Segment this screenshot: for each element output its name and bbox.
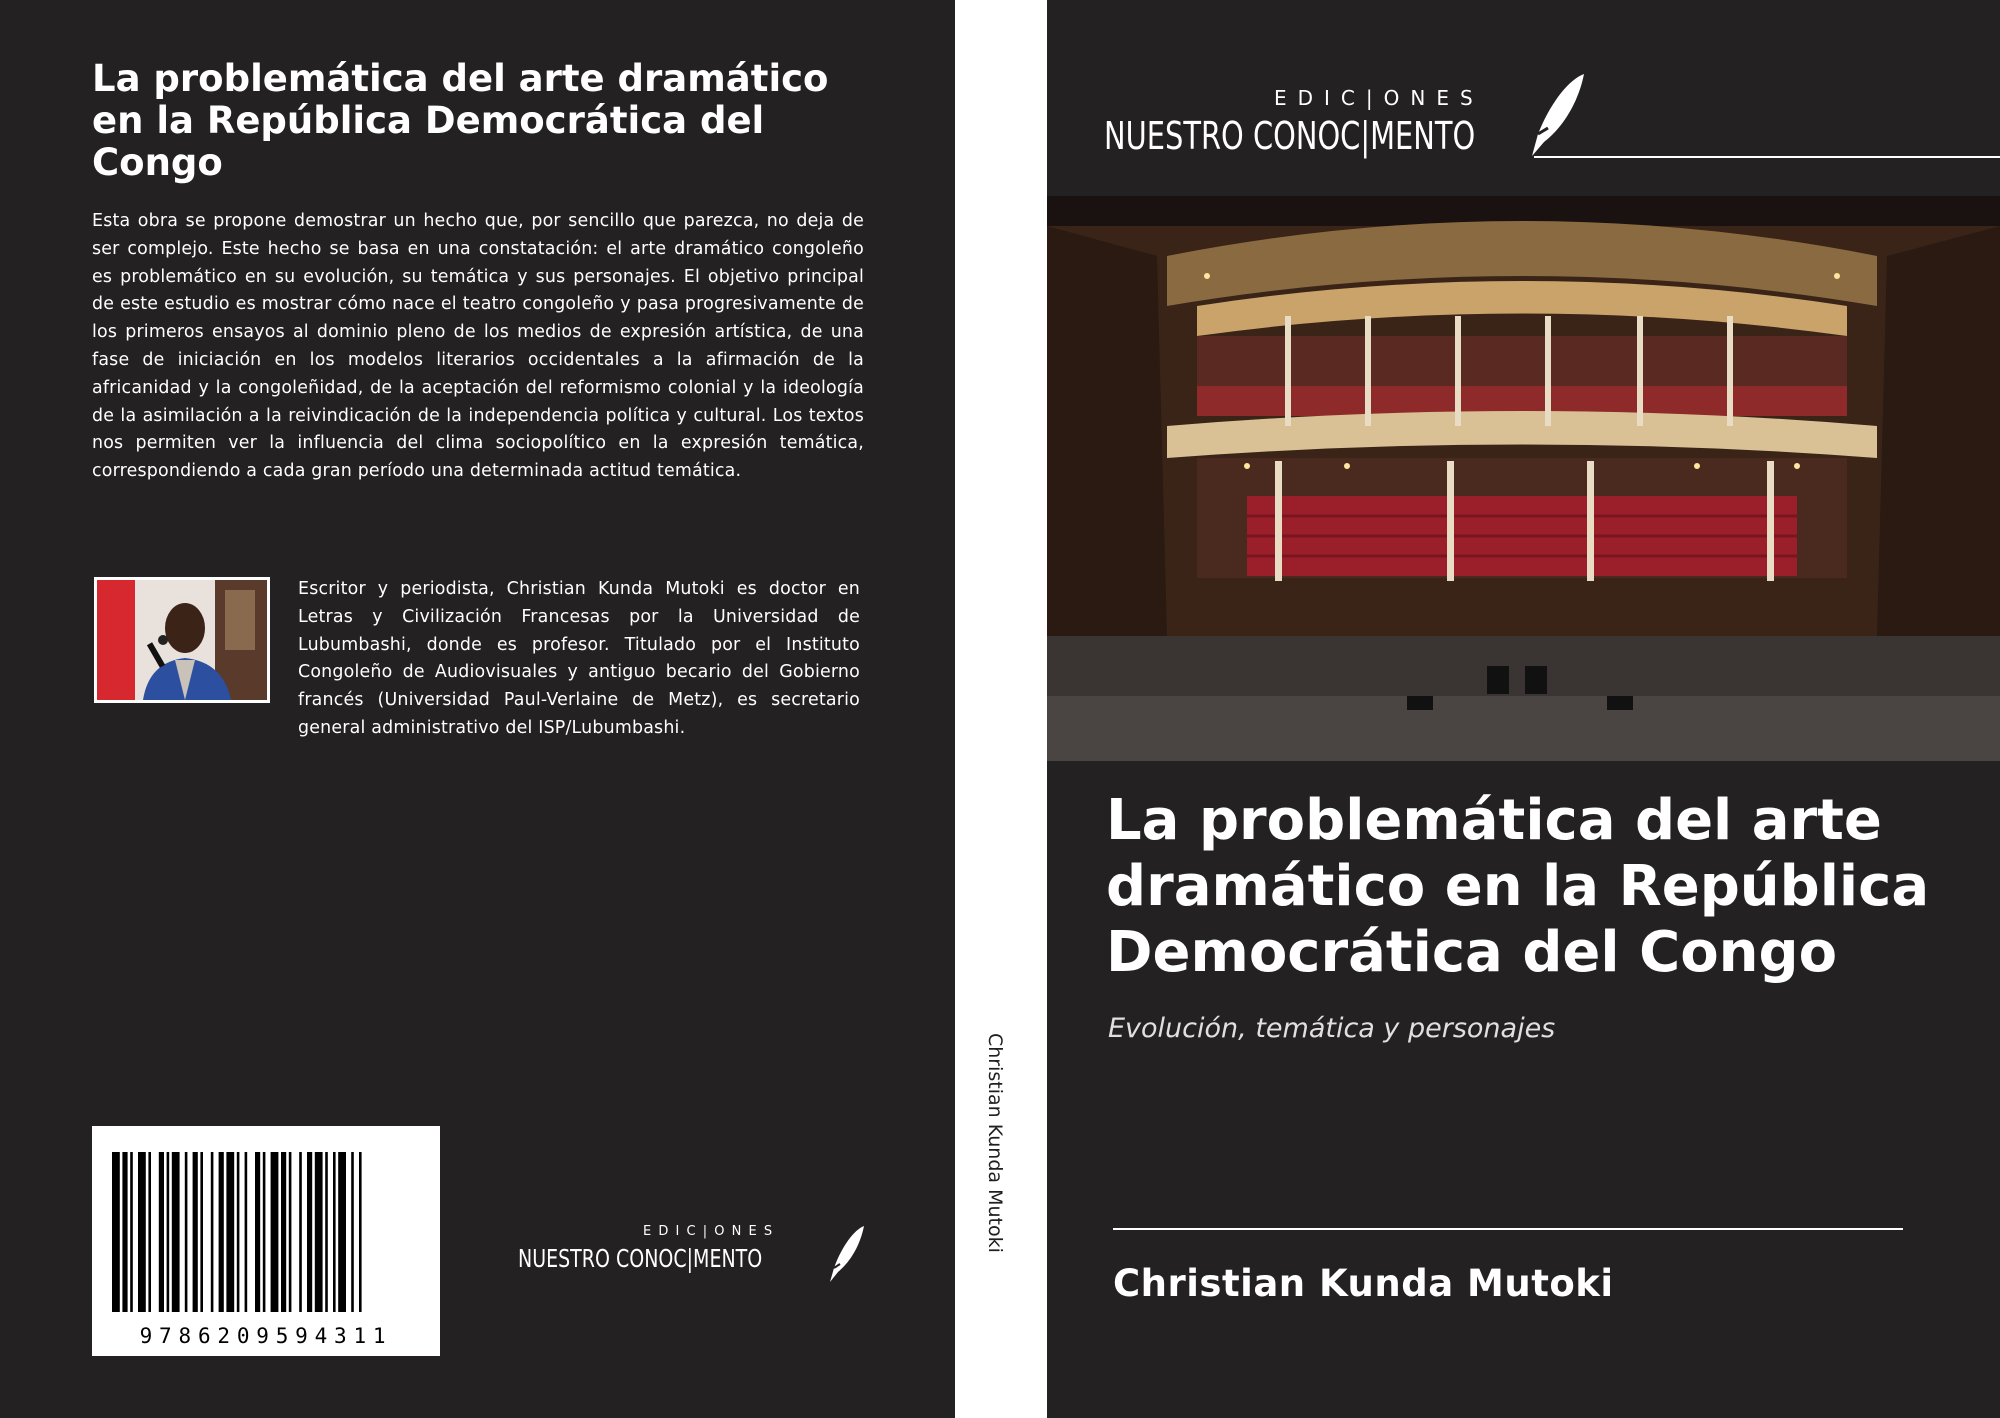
publisher-logo-back [518, 1224, 818, 1284]
author-photo [94, 577, 270, 703]
barcode-bar [219, 1152, 224, 1312]
barcode-bar [255, 1152, 260, 1312]
pen-nib-icon [824, 1224, 868, 1286]
barcode-bar [271, 1152, 279, 1312]
theater-interior-photo [1047, 196, 2000, 761]
barcode-bar [148, 1152, 151, 1312]
barcode-bar [167, 1152, 170, 1312]
barcode-bar [351, 1152, 354, 1312]
spine-author: Christian Kunda Mutoki [984, 1033, 1006, 1253]
back-cover [0, 0, 955, 1418]
publisher-line1-front: EDIC|ONES [1274, 86, 1484, 110]
front-author-rule [1113, 1228, 1903, 1230]
barcode-bar [193, 1152, 198, 1312]
pen-nib-icon-front [1526, 72, 1588, 160]
barcode-bar [315, 1152, 323, 1312]
barcode-bar [263, 1152, 266, 1312]
barcode-digits: 9786209594311 [139, 1324, 393, 1348]
barcode-bar [159, 1152, 164, 1312]
barcode-bar [112, 1152, 120, 1312]
publisher-line2: NUESTRO CONOC|MENTO [518, 1244, 763, 1273]
barcode-bar [237, 1152, 240, 1312]
barcode-bar [185, 1152, 188, 1312]
front-cover-title: La problemática del arte dramático en la República Democrática del Congo [1106, 788, 1930, 985]
publisher-logo-front [1104, 86, 1524, 166]
barcode-bars [92, 1126, 440, 1316]
front-cover-subtitle: Evolución, temática y personajes [1108, 1013, 1556, 1044]
isbn-barcode [92, 1126, 440, 1356]
publisher-rule [1534, 156, 2000, 158]
barcode-bar [200, 1152, 203, 1312]
barcode-bar [245, 1152, 248, 1312]
barcode-bar [325, 1152, 328, 1312]
barcode-bar [122, 1152, 127, 1312]
barcode-bar [333, 1152, 336, 1312]
front-cover-author: Christian Kunda Mutoki [1113, 1262, 1614, 1305]
barcode-bar [307, 1152, 312, 1312]
publisher-line1: EDIC|ONES [643, 1224, 780, 1239]
barcode-bar [299, 1152, 302, 1312]
barcode-bar [289, 1152, 292, 1312]
barcode-bar [138, 1152, 146, 1312]
barcode-bar [172, 1152, 180, 1312]
back-cover-blurb: Esta obra se propone demostrar un hecho que, por sencillo que parezca, no deja de ser complejo. Este hecho se basa en una constatación: el arte dramático congoleño es problemático en su evolución, su temática y sus personajes. El objetivo principal de este estudio es mostrar cómo nace el teatro congoleño y pasa progresivamente de los primeros ensayos al dominio pleno de los medios de expresión artística, de una fase de iniciación en los modelos literarios occidentales a la afirmación de la africanidad y la congoleñidad, de la aceptación del reformismo colonial y la ideología de la asimilación a la reivindicación de la independencia política y cultural. Los textos nos permiten ver la influencia del clima sociopolítico en la expresión temática, correspondiendo a cada gran período una determinada actitud temática. [92, 211, 864, 482]
back-cover-title: La problemática del arte dramático en la República Democrática del Congo [92, 57, 829, 184]
barcode-bar [130, 1152, 133, 1312]
barcode-bar [226, 1152, 234, 1312]
author-bio: Escritor y periodista, Christian Kunda Mutoki es doctor en Letras y Civilización Francesas por la Universidad de Lubumbashi, donde es profesor. Titulado por el Instituto Congoleño de Audiovisuales y antiguo becario del Gobierno francés (Universidad Paul-Verlaine de Metz), es secretario general administrativo del ISP/Lubumbashi. [298, 579, 860, 738]
barcode-bar [281, 1152, 286, 1312]
barcode-bar [338, 1152, 346, 1312]
barcode-bar [359, 1152, 362, 1312]
publisher-line2-front: NUESTRO CONOC|MENTO [1104, 114, 1476, 158]
barcode-bar [211, 1152, 214, 1312]
